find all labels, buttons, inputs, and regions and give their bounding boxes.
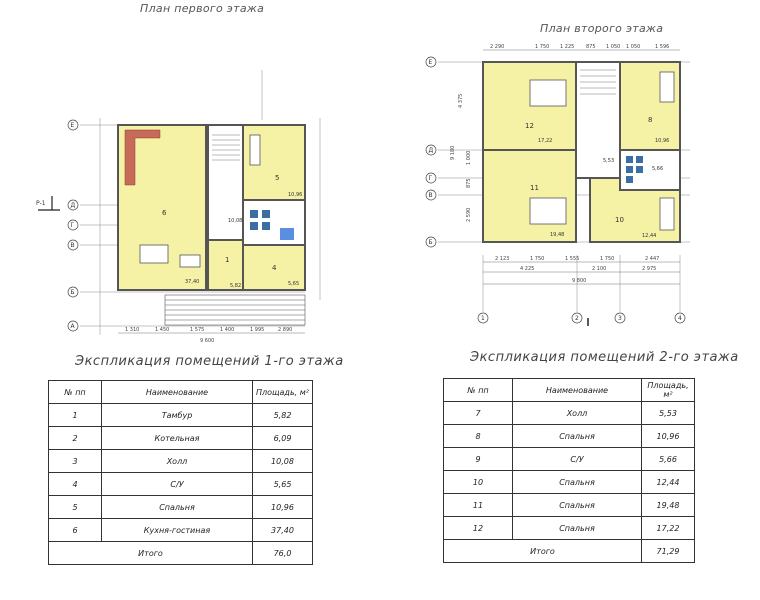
table-cell: Спальня	[513, 517, 642, 540]
table1-title: Экспликация помещений 1-го этажа	[75, 354, 344, 369]
svg-text:4 225: 4 225	[520, 266, 535, 272]
table-cell: 5,82	[253, 404, 313, 427]
table-cell: 5,65	[253, 473, 313, 496]
table-cell: 12,44	[642, 471, 695, 494]
table2-col-name: Наименование	[513, 379, 642, 402]
f1-axis-v: В	[70, 242, 75, 249]
table-cell: 10,08	[253, 450, 313, 473]
f1-room-area-5: 10,96	[288, 192, 303, 198]
f1-axis-g: Г	[70, 222, 75, 229]
table-row	[49, 473, 313, 496]
table-cell: Холл	[513, 402, 642, 425]
svg-text:1 050: 1 050	[626, 44, 641, 50]
table-cell: С/У	[513, 448, 642, 471]
table-cell: 6,09	[253, 427, 313, 450]
table-cell: С/У	[102, 473, 253, 496]
table1-header	[49, 381, 313, 404]
svg-text:4 375: 4 375	[458, 93, 464, 108]
svg-text:11: 11	[530, 184, 539, 192]
table-row	[444, 517, 695, 540]
svg-text:2: 2	[575, 315, 579, 322]
svg-text:1 555: 1 555	[565, 256, 580, 262]
table-cell: 17,22	[642, 517, 695, 540]
svg-text:2 975: 2 975	[642, 266, 657, 272]
table-cell: 4	[49, 473, 102, 496]
svg-text:12: 12	[525, 122, 534, 130]
svg-text:Д: Д	[428, 147, 434, 154]
svg-text:2 123: 2 123	[495, 256, 510, 262]
table1	[48, 380, 313, 565]
svg-text:9 180: 9 180	[450, 145, 456, 160]
floor2-plan-title: План второго этажа	[540, 22, 664, 35]
svg-text:875: 875	[586, 44, 596, 50]
table-cell: 1	[49, 404, 102, 427]
floor2-plan	[426, 44, 690, 326]
svg-text:5,66: 5,66	[652, 166, 664, 172]
table-cell: Спальня	[102, 496, 253, 519]
table-row	[444, 402, 695, 425]
table1-col-num: № пп	[49, 381, 102, 404]
table2-total-value: 71,29	[642, 540, 695, 563]
table-cell: 7	[444, 402, 513, 425]
svg-text:10: 10	[615, 216, 624, 224]
table-cell: 19,48	[642, 494, 695, 517]
table1-total-row	[49, 542, 313, 565]
svg-text:9 800: 9 800	[572, 278, 587, 284]
table-row	[49, 496, 313, 519]
table-cell: Спальня	[513, 494, 642, 517]
table-cell: Спальня	[513, 471, 642, 494]
table-cell: 5,66	[642, 448, 695, 471]
section-marker-label: Р-1	[36, 200, 46, 207]
f1-axis-e: Е	[70, 122, 75, 129]
table2-total-row	[444, 540, 695, 563]
svg-text:12,44: 12,44	[642, 233, 657, 239]
table-cell: 5	[49, 496, 102, 519]
table-cell: 10,96	[642, 425, 695, 448]
f1-total-width: 9 600	[200, 338, 215, 344]
svg-text:19,48: 19,48	[550, 232, 565, 238]
svg-text:5,53: 5,53	[603, 158, 615, 164]
table-row	[444, 425, 695, 448]
svg-text:1 310: 1 310	[125, 327, 140, 333]
table-cell: 11	[444, 494, 513, 517]
table-cell: 8	[444, 425, 513, 448]
svg-text:2 890: 2 890	[278, 327, 293, 333]
table-cell: 10	[444, 471, 513, 494]
svg-text:4: 4	[678, 315, 682, 322]
table-cell: 10,96	[253, 496, 313, 519]
f1-axis-d: Д	[70, 202, 76, 209]
floor1-plan-title: План первого этажа	[140, 2, 265, 15]
svg-text:1 000: 1 000	[466, 150, 472, 165]
svg-text:1 575: 1 575	[190, 327, 205, 333]
svg-text:17,22: 17,22	[538, 138, 553, 144]
table-row	[49, 519, 313, 542]
table-row	[444, 494, 695, 517]
svg-text:1 750: 1 750	[535, 44, 550, 50]
svg-text:1 050: 1 050	[606, 44, 621, 50]
table2-col-area: Площадь, м²	[642, 379, 695, 402]
svg-text:В: В	[428, 192, 433, 199]
svg-text:2 447: 2 447	[645, 256, 660, 262]
svg-text:1 225: 1 225	[560, 44, 575, 50]
table2-title: Экспликация помещений 2-го этажа	[470, 350, 739, 365]
svg-text:1: 1	[481, 315, 485, 322]
table-row	[444, 471, 695, 494]
table-cell: 5,53	[642, 402, 695, 425]
f1-room-num-4: 4	[272, 264, 277, 272]
f1-axis-b: Б	[70, 289, 75, 296]
table-cell: Кухня-гостиная	[102, 519, 253, 542]
svg-text:2 590: 2 590	[466, 207, 472, 222]
table-cell: 9	[444, 448, 513, 471]
svg-text:Б: Б	[428, 239, 433, 246]
table-cell: 2	[49, 427, 102, 450]
table2-total-label: Итого	[444, 540, 642, 563]
svg-text:Г: Г	[428, 175, 433, 182]
table-row	[49, 427, 313, 450]
f1-room-area-6: 37,40	[185, 279, 200, 285]
table-cell: 37,40	[253, 519, 313, 542]
table1-total-value: 76,0	[253, 542, 313, 565]
svg-text:2 290: 2 290	[490, 44, 505, 50]
table1-total-label: Итого	[49, 542, 253, 565]
svg-text:Е: Е	[428, 59, 433, 66]
table-row	[444, 448, 695, 471]
svg-text:875: 875	[466, 178, 472, 188]
table-cell: 12	[444, 517, 513, 540]
table2	[443, 378, 695, 563]
svg-text:2 100: 2 100	[592, 266, 607, 272]
table-cell: Спальня	[513, 425, 642, 448]
table1-col-area: Площадь, м²	[253, 381, 313, 404]
f1-room-area-4: 5,65	[288, 281, 300, 287]
table2-col-num: № пп	[444, 379, 513, 402]
room-bedroom-11	[483, 150, 576, 242]
f1-room-num-6: 6	[162, 209, 167, 217]
svg-text:3: 3	[618, 315, 622, 322]
table-cell: Холл	[102, 450, 253, 473]
svg-text:1 995: 1 995	[250, 327, 265, 333]
svg-text:1 450: 1 450	[155, 327, 170, 333]
table-cell: 6	[49, 519, 102, 542]
svg-text:1 596: 1 596	[655, 44, 670, 50]
svg-text:8: 8	[648, 116, 653, 124]
table2-header	[444, 379, 695, 402]
svg-text:1 400: 1 400	[220, 327, 235, 333]
floor1-plan	[36, 70, 320, 344]
table-cell: Тамбур	[102, 404, 253, 427]
f1-room-area-1: 5,82	[230, 283, 242, 289]
table1-col-name: Наименование	[102, 381, 253, 404]
f1-room-num-1: 1	[225, 256, 230, 264]
svg-text:1 750: 1 750	[530, 256, 545, 262]
svg-text:1 750: 1 750	[600, 256, 615, 262]
f1-room-area-3: 10,08	[228, 218, 243, 224]
table-row	[49, 450, 313, 473]
table-cell: 3	[49, 450, 102, 473]
table-cell: Котельная	[102, 427, 253, 450]
f1-room-num-5: 5	[275, 174, 280, 182]
table-row	[49, 404, 313, 427]
svg-text:10,96: 10,96	[655, 138, 670, 144]
f1-axis-a: А	[70, 323, 75, 330]
